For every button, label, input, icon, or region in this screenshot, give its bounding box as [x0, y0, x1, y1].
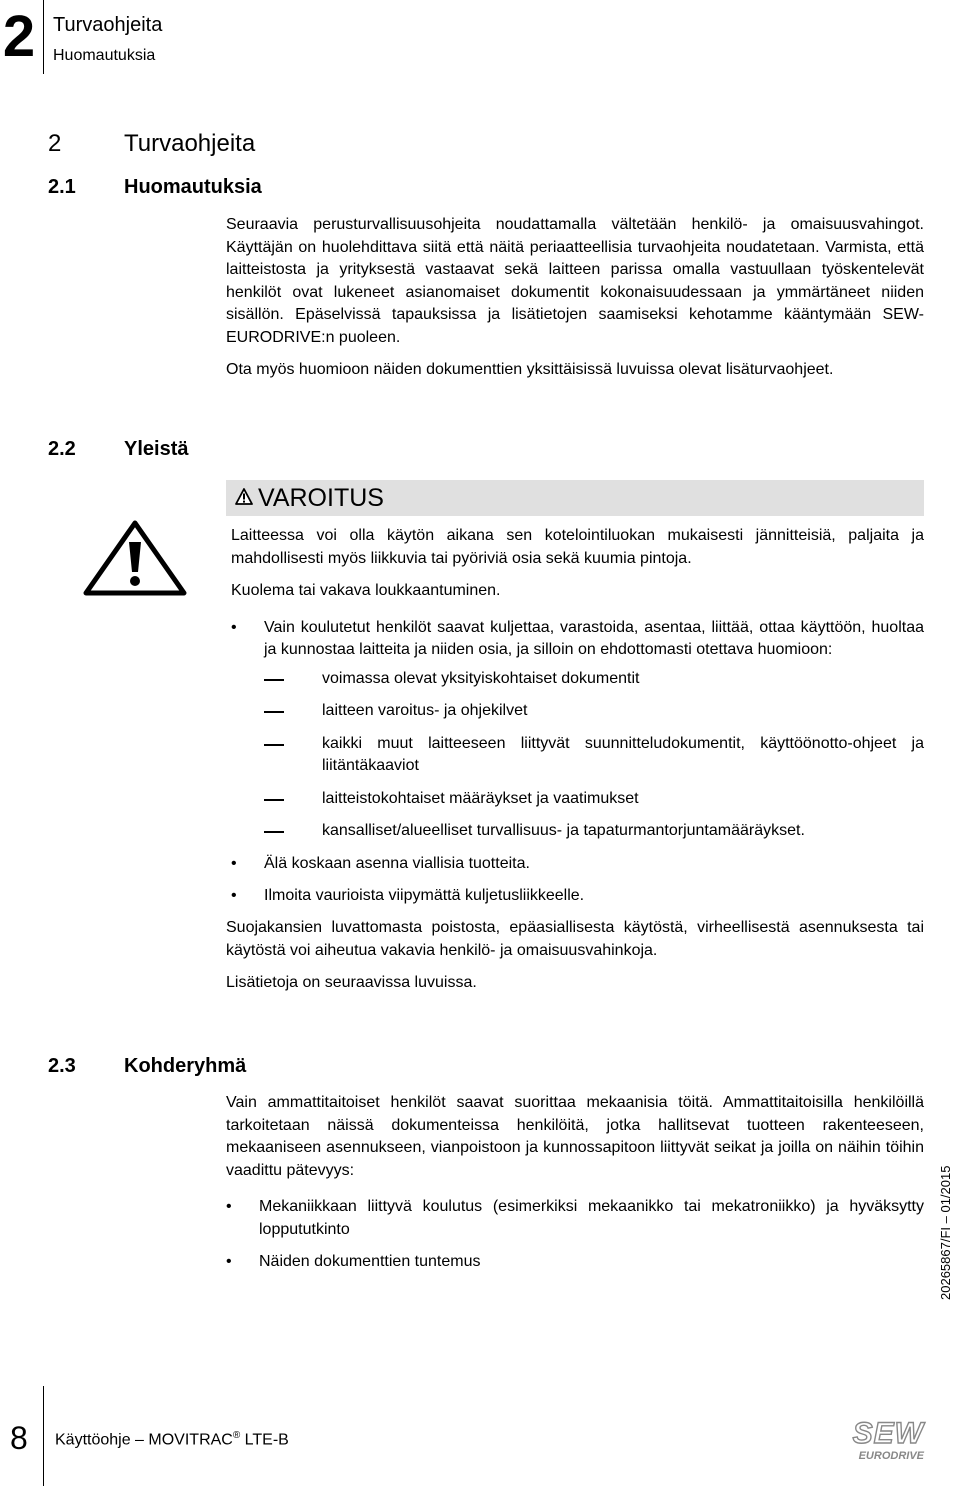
bullet-dot: •: [231, 887, 237, 904]
warning-text: Laitteessa voi olla käytön aikana sen kotelointiluokan mukaisesti jännitteisiä, paljaita ja mahdollisesti myös liikkuvia tai pyöriviä osia sekä kuumia pintoja.: [231, 527, 924, 567]
header-subtitle: Huomautuksia: [53, 47, 156, 64]
warning-triangle-icon: [83, 520, 187, 596]
footer-doc-title: Käyttöohje – MOVITRAC® LTE-B: [55, 1430, 289, 1449]
list-item: laitteen varoitus- ja ohjekilvet: [264, 700, 924, 723]
bullet-dot: •: [231, 618, 237, 636]
list-item-text: Ilmoita vaurioista viipymättä kuljetusliikkeelle.: [264, 887, 585, 904]
paragraph: Vain ammattitaitoiset henkilöt saavat suorittaa mekaanisia töitä. Ammattitaitoisilla henkilöillä tarkoitetaan näissä dokumenteissa henkilöitä, jotka hallitsevat tuotteen rakenteeseen, mekaaniseen asennukseen, vianpoistoon ja kunnossapitoon liittyvät seikat ja joilla on näihin töihin vaadittu pätevyys:: [226, 1094, 924, 1179]
chapter-tab-number: 2: [2, 4, 36, 69]
paragraph: Lisätietoja on seuraavissa luvuissa.: [226, 974, 477, 991]
section-2-1-title: Huomautuksia: [124, 176, 262, 198]
section-2-2-title: Yleistä: [124, 438, 189, 460]
logo-subtext: EURODRIVE: [858, 1450, 924, 1462]
list-item: laitteistokohtaiset määräykset ja vaatimukset: [264, 788, 924, 811]
warning-title: VAROITUS: [258, 484, 384, 512]
footer-divider: [43, 1386, 44, 1486]
section-2-3-body: [226, 1092, 924, 1284]
section-2-3-number: 2.3: [48, 1055, 76, 1077]
list-item: • Näiden dokumenttien tuntemus: [226, 1253, 481, 1270]
paragraph: Seuraavia perusturvallisuusohjeita noudattamalla vältetään henkilö- ja omaisuusvahingot. Käyttäjän on huolehdittava siitä että näitä periaatteellisia turvaohjeita noudatetaan. Varmista, että laitteistosta ja yrityksestä vastaavat sekä laitteen parissa omalla vastuullaan työskentelevät henkilöt ovat lukeneet asianomaiset dokumentit kokonaisuudessaan ja ymmärtäneet niiden sisällön. Epäselvissä tapauksissa ja lisätietojen saamiseksi kehotamme kääntymään SEW-EURODRIVE:n puoleen.: [226, 216, 924, 346]
section-2-2-footer-text: [226, 917, 924, 1005]
paragraph: Suojakansien luvattomasta poistosta, epäasiallisesta käytöstä, virheellisestä asennuksesta tai käytöstä voi aiheutua vakavia henkilö- ja omaisuusvahinkoja.: [226, 919, 924, 959]
warning-body: [231, 525, 924, 918]
chapter-number: 2: [48, 130, 62, 157]
list-item: kansalliset/alueelliset turvallisuus- ja tapaturmantorjuntamääräykset.: [264, 820, 924, 843]
warning-triangle-icon: [235, 488, 253, 505]
list-item: [231, 885, 924, 908]
list-item-text: Vain koulutetut henkilöt saavat kuljettaa, varastoida, asentaa, liittää, ottaa käyttöön, huoltaa ja kunnostaa laitteita ja niiden osia, ja silloin on ehdottomasti otettava huomioon:: [264, 618, 924, 658]
warning-header: [226, 480, 924, 516]
document-code: 20265867/FI – 01/2015: [938, 1165, 953, 1300]
paragraph: Ota myös huomioon näiden dokumenttien yksittäisissä luvuissa olevat lisäturvaohjeet.: [226, 361, 834, 378]
warning-bullet-list: [231, 617, 924, 908]
page-number: 8: [10, 1420, 28, 1456]
section-2-1-number: 2.1: [48, 176, 76, 198]
dash-list: [264, 668, 924, 843]
list-item: [231, 853, 924, 876]
section-2-2-number: 2.2: [48, 438, 76, 460]
header-divider: [43, 0, 44, 74]
list-item-text: Älä koskaan asenna viallisia tuotteita.: [264, 854, 530, 872]
list-item: voimassa olevat yksityiskohtaiset dokumentit: [264, 668, 924, 691]
section-2-1-body: [226, 214, 924, 392]
sew-eurodrive-logo: [836, 1418, 924, 1464]
list-item: • Mekaniikkaan liittyvä koulutus (esimerkiksi mekaanikko tai mekatroniikko) ja hyväksytty loppututkinto: [226, 1198, 924, 1238]
list-item: [231, 617, 924, 843]
bullet-dot: •: [231, 854, 237, 872]
bullet-list: [226, 1196, 924, 1274]
section-2-3-title: Kohderyhmä: [124, 1055, 247, 1077]
list-item: kaikki muut laitteeseen liittyvät suunnitteludokumentit, käyttöönotto-ohjeet ja liitäntäkaaviot: [264, 733, 924, 778]
header-title: Turvaohjeita: [53, 14, 163, 36]
warning-consequence: Kuolema tai vakava loukkaantuminen.: [231, 582, 501, 599]
chapter-title: Turvaohjeita: [124, 130, 256, 157]
logo-text: SEW: [852, 1417, 924, 1450]
